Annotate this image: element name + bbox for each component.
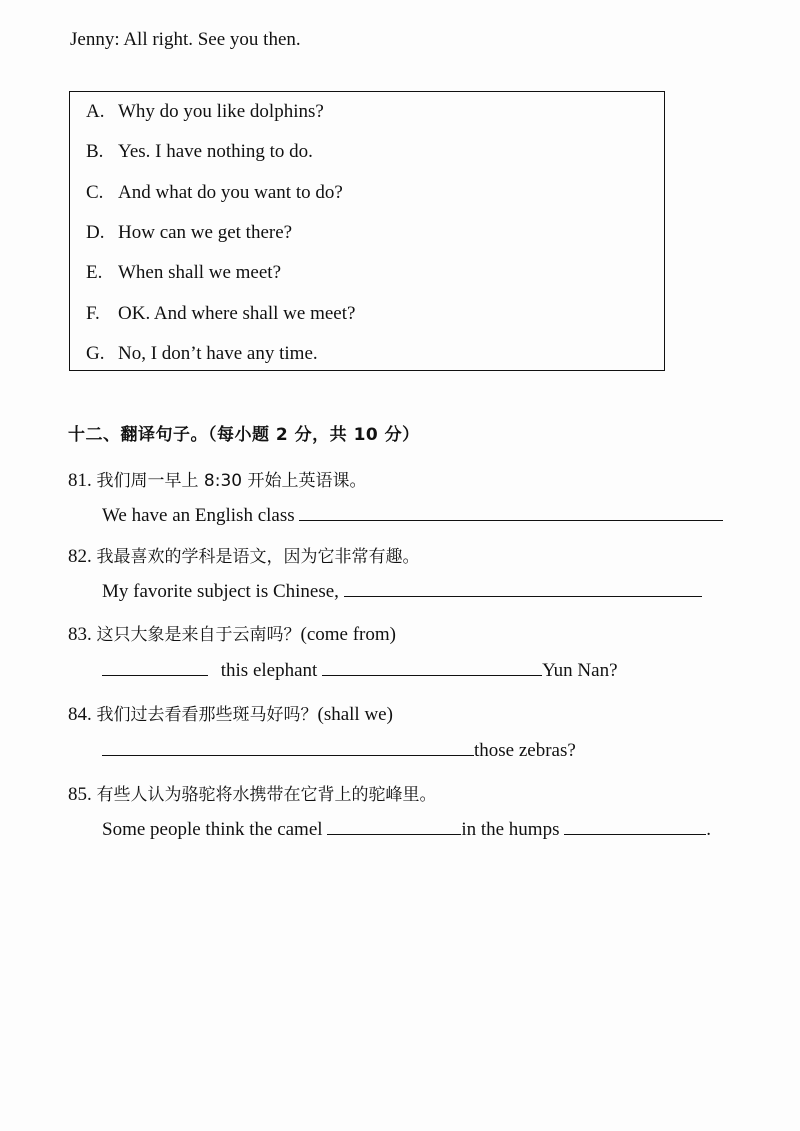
question-chinese: 这只大象是来自于云南吗？ [96, 625, 301, 645]
question-number: 82. [68, 546, 92, 567]
question-number: 85. [68, 784, 92, 805]
english-suffix: Yun Nan? [542, 660, 618, 681]
question-83-answer [102, 655, 618, 683]
question-chinese: 我们周一早上 8:30 开始上英语课。 [96, 471, 367, 491]
option-letter: A. [86, 101, 105, 122]
question-number: 83. [68, 624, 92, 645]
english-prompt: this elephant [220, 660, 318, 681]
question-82-prompt [68, 545, 420, 569]
question-84-prompt [68, 703, 393, 727]
option-c [86, 181, 343, 205]
option-letter: G. [86, 343, 105, 364]
option-letter: C. [86, 182, 104, 203]
question-chinese: 我们过去看看那些斑马好吗？ [96, 705, 318, 725]
option-letter: B. [86, 141, 104, 162]
option-text: And what do you want to do? [118, 182, 343, 203]
english-prompt: My favorite subject is Chinese, [102, 581, 339, 602]
answer-blank[interactable] [299, 500, 723, 521]
dialog-line [70, 28, 301, 52]
answer-blank[interactable] [327, 814, 461, 835]
question-hint: (shall we) [317, 704, 393, 725]
question-83-prompt [68, 623, 396, 647]
section-title: 十二、翻译句子。（每小题 2 分，共 10 分） [68, 425, 420, 445]
option-text: When shall we meet? [118, 262, 282, 283]
answer-blank[interactable] [102, 655, 208, 676]
english-suffix: those zebras? [474, 740, 576, 761]
question-81-prompt [68, 469, 366, 493]
option-d [86, 221, 292, 245]
answer-blank[interactable] [102, 735, 474, 756]
option-letter: E. [86, 262, 103, 283]
question-81-answer [102, 500, 723, 528]
option-text: How can we get there? [118, 222, 293, 243]
option-a [86, 100, 324, 124]
question-number: 81. [68, 470, 92, 491]
options-box [69, 91, 665, 371]
option-letter: D. [86, 222, 105, 243]
question-85-answer [102, 814, 711, 842]
option-text: Why do you like dolphins? [118, 101, 324, 122]
question-82-answer [102, 576, 702, 604]
option-text: Yes. I have nothing to do. [118, 141, 313, 162]
question-chinese: 我最喜欢的学科是语文，因为它非常有趣。 [96, 547, 420, 567]
option-letter: F. [86, 303, 100, 324]
english-suffix: . [706, 819, 711, 840]
answer-blank[interactable] [344, 576, 702, 597]
option-e [86, 261, 281, 285]
question-hint: (come from) [300, 624, 396, 645]
option-f [86, 302, 355, 326]
question-number: 84. [68, 704, 92, 725]
question-85-prompt [68, 783, 437, 807]
english-middle: in the humps [461, 819, 560, 840]
option-text: OK. And where shall we meet? [118, 303, 356, 324]
answer-blank[interactable] [564, 814, 706, 835]
english-prompt: We have an English class [102, 505, 295, 526]
option-text: No, I don’t have any time. [118, 343, 318, 364]
question-chinese: 有些人认为骆驼将水携带在它背上的驼峰里。 [96, 785, 437, 805]
option-g [86, 342, 318, 366]
dialog-speaker: Jenny: [70, 29, 120, 50]
question-84-answer [102, 735, 576, 763]
english-prompt: Some people think the camel [102, 819, 323, 840]
dialog-text: All right. See you then. [123, 29, 301, 50]
answer-blank[interactable] [322, 655, 542, 676]
option-b [86, 140, 313, 164]
